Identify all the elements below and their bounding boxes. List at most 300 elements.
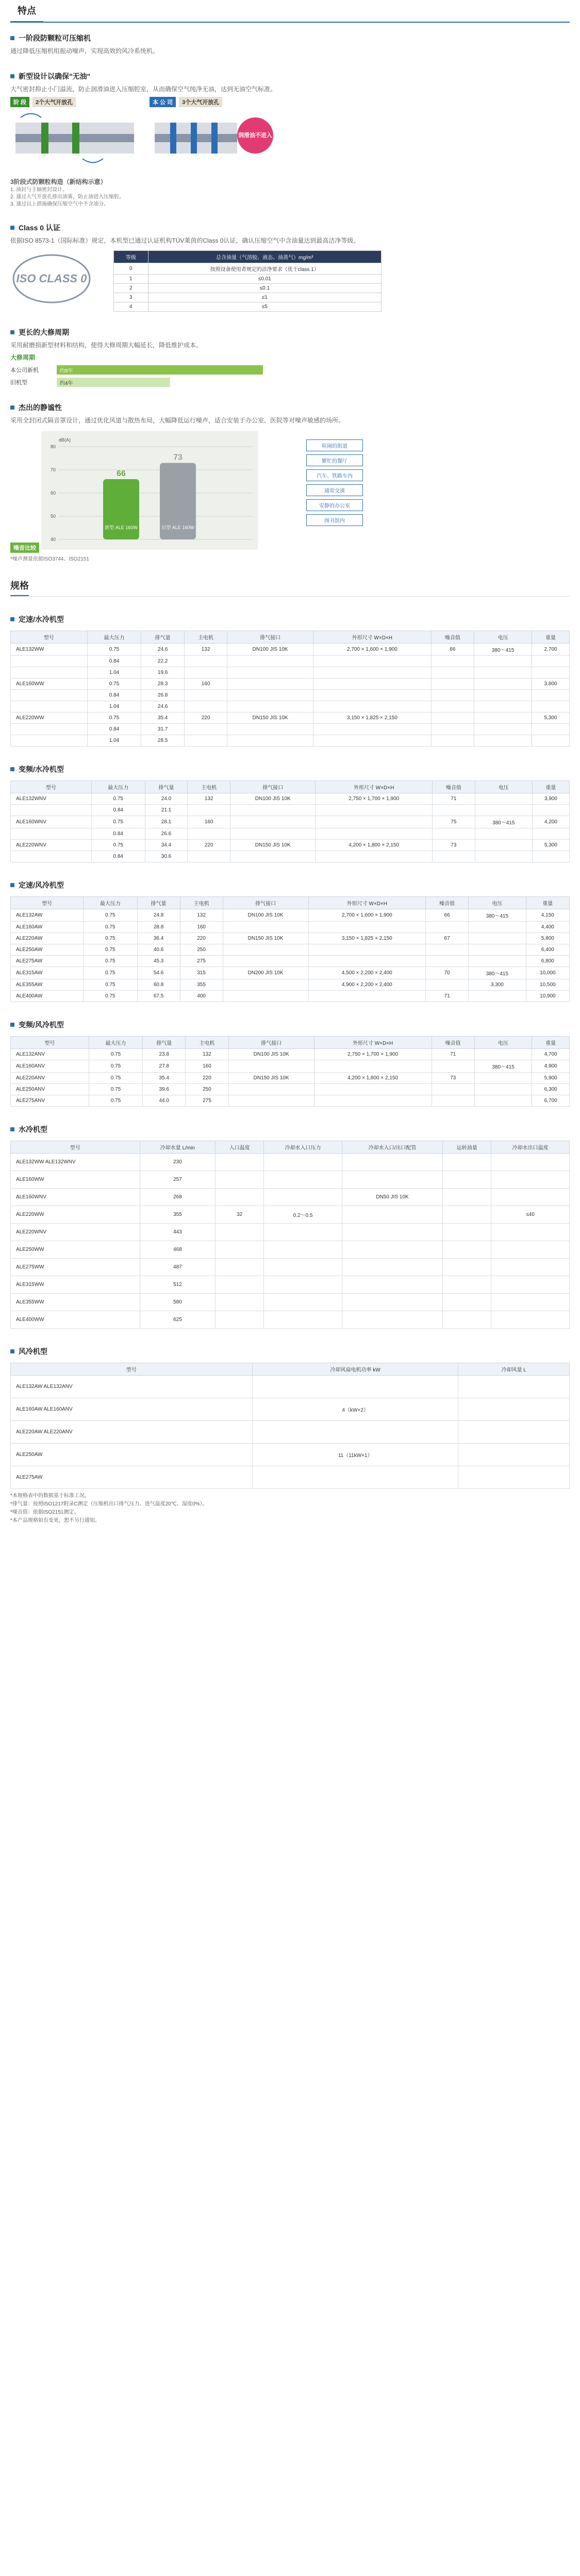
table-cell: 0.75 xyxy=(87,713,141,724)
table-cell xyxy=(342,1154,442,1171)
table-row xyxy=(11,979,570,991)
table-cell xyxy=(264,1259,342,1276)
table-cell xyxy=(458,1421,570,1444)
table-cell xyxy=(443,1311,491,1329)
table-cell: 6,800 xyxy=(526,956,569,967)
table-cell xyxy=(426,922,469,933)
table-row xyxy=(11,1311,570,1329)
feature-1-desc: 通过降低压缩机组振动噪声，实现高效的风冷系统机。 xyxy=(10,47,159,55)
table-cell: 67 xyxy=(426,933,469,944)
table-row xyxy=(11,713,570,724)
table-cell: 按照设备使用者规定的洁净要求（优于class 1） xyxy=(148,263,381,275)
table-cell: ALE160AW ALE160ANV xyxy=(11,1398,253,1421)
table-cell: 257 xyxy=(140,1171,215,1189)
noise-tag: 繁忙的餐厅 xyxy=(306,454,363,466)
table-cell xyxy=(216,1154,264,1171)
table-cell: ALE400WW xyxy=(11,1311,140,1329)
table-cell xyxy=(426,979,469,991)
feature-2-desc: 大气密封抑止小门溢流，防止润滑油进入压缩腔室，从而确保空气纯净无油，达到无油空气标准。 xyxy=(10,86,277,93)
bullet-icon xyxy=(10,36,14,40)
table-cell: 0.84 xyxy=(87,656,141,667)
table-row xyxy=(11,1095,570,1107)
table-cell: 0.84 xyxy=(91,828,145,840)
tab-features[interactable]: 特点 xyxy=(10,0,43,23)
table-cell: 71 xyxy=(426,991,469,1002)
feature-2-note-1: 1. 油封与主轴密封设计。 xyxy=(10,187,68,193)
table-cell xyxy=(469,956,526,967)
left-label: 2个大气开放孔 xyxy=(32,97,76,107)
table-cell: 132 xyxy=(184,643,227,656)
table-cell: 250 xyxy=(180,944,223,956)
table-cell: 380～415 xyxy=(475,816,532,828)
table-cell: 31.7 xyxy=(141,724,184,735)
table-cell xyxy=(432,1095,474,1107)
table-cell: 355 xyxy=(140,1206,215,1224)
noise-bar-label: 新型 ALE 160W xyxy=(104,525,138,530)
table-cell xyxy=(11,805,92,816)
table-row xyxy=(11,933,570,944)
table-cell: ALE275AW xyxy=(11,956,84,967)
table-row xyxy=(11,805,570,816)
table-cell xyxy=(469,944,526,956)
table-cell xyxy=(491,1189,570,1206)
table-cell: 4,150 xyxy=(526,909,569,922)
table-cell xyxy=(474,1073,532,1084)
table-cell xyxy=(230,828,316,840)
table-cell: 380～415 xyxy=(474,1060,532,1073)
table-cell xyxy=(491,1224,570,1241)
noise-tag: 安静的办公室 xyxy=(306,499,363,511)
table-cell: DN150 JIS 10K xyxy=(228,1073,314,1084)
table-cell: 35.4 xyxy=(143,1073,186,1084)
table-row xyxy=(11,667,570,679)
table-cell xyxy=(264,1311,342,1329)
table-cell: 24.6 xyxy=(141,643,184,656)
table-row xyxy=(11,724,570,735)
table-cell: 4,200 × 1,800 × 2,150 xyxy=(314,1073,432,1084)
table-cell xyxy=(230,805,316,816)
table-cell xyxy=(342,1241,442,1259)
table-cell: 24.8 xyxy=(137,909,180,922)
table-cell xyxy=(227,701,313,713)
table-cell: DN200 JIS 10K xyxy=(223,967,308,979)
table-cell: 2,700 xyxy=(532,643,570,656)
spec-header: 噪音值 xyxy=(432,1037,474,1049)
table-cell: 160 xyxy=(180,922,223,933)
table-row xyxy=(11,1294,570,1311)
table-cell: 4,900 xyxy=(532,1060,570,1073)
table-cell: ALE132AW xyxy=(11,909,84,922)
feature-4-title: 更长的大修周期 xyxy=(19,328,69,336)
spec-header: 型号 xyxy=(11,631,88,643)
feature-5-note: *噪声测量依据ISO3744、ISO2151 xyxy=(10,556,89,562)
table-row xyxy=(11,643,570,656)
spec-block-t6 xyxy=(10,1341,570,1489)
table-cell xyxy=(491,1311,570,1329)
table-cell xyxy=(458,1466,570,1489)
table-cell xyxy=(475,805,532,816)
spec-header: 电压 xyxy=(475,781,532,793)
table-cell: 5,300 xyxy=(532,713,570,724)
table-row xyxy=(11,851,570,862)
table-cell xyxy=(433,828,475,840)
diagram-left xyxy=(10,97,139,174)
spec-header: 外形尺寸 W×D×H xyxy=(313,631,432,643)
table-cell xyxy=(216,1224,264,1241)
noise-axis-tick: 40 xyxy=(50,537,56,542)
feature-3 xyxy=(10,217,570,312)
table-cell xyxy=(264,1294,342,1311)
table-cell: 70 xyxy=(426,967,469,979)
table-row xyxy=(11,991,570,1002)
table-cell xyxy=(313,735,432,747)
table-cell xyxy=(432,1060,474,1073)
table-cell: 67.5 xyxy=(137,991,180,1002)
table-cell xyxy=(228,1095,314,1107)
tab-bar xyxy=(10,0,570,23)
table-cell: 2,700 × 1,600 × 1,900 xyxy=(308,909,426,922)
table-cell: 400 xyxy=(180,991,223,1002)
table-cell: 0.75 xyxy=(84,956,137,967)
spec-table xyxy=(10,631,570,747)
table-cell xyxy=(474,713,532,724)
spec-header: 型号 xyxy=(11,1363,253,1376)
table-row xyxy=(11,1171,570,1189)
table-row xyxy=(11,1154,570,1171)
table-cell xyxy=(433,805,475,816)
table-cell: 6,400 xyxy=(526,944,569,956)
table-cell: DN50 JIS 10K xyxy=(342,1189,442,1206)
table-cell xyxy=(252,1421,458,1444)
noise-tags xyxy=(306,439,363,526)
table-cell: 35.4 xyxy=(141,713,184,724)
table-row xyxy=(11,679,570,690)
table-cell xyxy=(532,656,570,667)
bar-new: 约8年 xyxy=(57,365,263,375)
noise-comparison xyxy=(10,429,570,553)
seal-diagram-left xyxy=(10,107,139,169)
bullet-icon xyxy=(10,1127,14,1131)
table-cell xyxy=(230,851,316,862)
table-cell xyxy=(264,1154,342,1171)
table-cell: ≤0.01 xyxy=(148,275,381,284)
table-cell: 28.5 xyxy=(141,735,184,747)
bar-row-old xyxy=(10,378,570,387)
spec-header: 排气量 xyxy=(137,897,180,909)
spec-header: 最大压力 xyxy=(89,1037,142,1049)
table-cell: 5,800 xyxy=(526,933,569,944)
table-cell: 40.6 xyxy=(137,944,180,956)
table-cell: 54.6 xyxy=(137,967,180,979)
table-row xyxy=(11,1259,570,1276)
table-cell: 0.75 xyxy=(84,991,137,1002)
spec-header: 排气量 xyxy=(143,1037,186,1049)
table-cell: 66 xyxy=(426,909,469,922)
table-cell: 21.1 xyxy=(145,805,188,816)
spec-header: 冷却水出口温度 xyxy=(491,1141,570,1154)
table-cell xyxy=(342,1259,442,1276)
table-cell xyxy=(314,1060,432,1073)
table-cell: 355 xyxy=(180,979,223,991)
table-cell: 4,400 xyxy=(526,922,569,933)
spec-block-t3 xyxy=(10,875,570,1002)
bullet-icon xyxy=(10,74,14,78)
table-cell xyxy=(342,1294,442,1311)
spec-header: 主电机 xyxy=(184,631,227,643)
table-cell: 1 xyxy=(114,275,148,284)
table-cell xyxy=(469,922,526,933)
table-cell: 28.3 xyxy=(141,679,184,690)
spec-header: 排气接口 xyxy=(227,631,313,643)
table-cell: 22.2 xyxy=(141,656,184,667)
table-row xyxy=(11,1466,570,1489)
table-cell: 4（kW×2） xyxy=(252,1398,458,1421)
table-cell: 4 xyxy=(114,302,148,312)
table-row xyxy=(11,956,570,967)
table-row xyxy=(11,1073,570,1084)
spec-header: 冷却风量 L xyxy=(458,1363,570,1376)
feature-1-title: 一阶段防颗粒可压缩机 xyxy=(19,34,91,42)
feature-2-note-2: 2. 通过大气开放孔排出油雾，防止油进入压缩腔。 xyxy=(10,194,125,200)
table-cell: 0.75 xyxy=(84,944,137,956)
feature-4 xyxy=(10,322,570,387)
table-cell: 0.75 xyxy=(84,922,137,933)
table-cell: 0.75 xyxy=(89,1095,142,1107)
table-cell xyxy=(11,690,88,701)
table-row xyxy=(11,1376,570,1398)
table-cell: 3,300 xyxy=(469,979,526,991)
table-cell: ALE355AW xyxy=(11,979,84,991)
table-cell: 1.04 xyxy=(87,667,141,679)
spec-table-title: 定速/水冷机型 xyxy=(19,615,64,623)
table-row xyxy=(11,840,570,851)
noise-bar-label: 旧型 ALE 160W xyxy=(161,525,194,530)
table-cell: DN100 JIS 10K xyxy=(227,643,313,656)
table-cell: 468 xyxy=(140,1241,215,1259)
table-cell xyxy=(223,979,308,991)
spec-block-t1 xyxy=(10,609,570,747)
table-cell xyxy=(228,1084,314,1095)
table-cell: ALE160WW xyxy=(11,679,88,690)
table-cell xyxy=(431,713,474,724)
table-cell xyxy=(314,1095,432,1107)
table-cell: ALE160WW xyxy=(11,1171,140,1189)
table-cell xyxy=(491,1294,570,1311)
table-cell xyxy=(11,667,88,679)
table-cell: ALE220WNV xyxy=(11,1224,140,1241)
spec-header: 噪音值 xyxy=(426,897,469,909)
footnotes xyxy=(10,1492,570,1525)
table-cell: 220 xyxy=(188,840,230,851)
table-cell xyxy=(431,701,474,713)
table-row xyxy=(11,735,570,747)
spec-header: 噪音值 xyxy=(433,781,475,793)
table-cell: 5,300 xyxy=(532,840,569,851)
table-cell xyxy=(11,735,88,747)
table-cell: 0.75 xyxy=(89,1073,142,1084)
spec-table-title: 定速/风冷机型 xyxy=(19,881,64,889)
table-cell: ALE355WW xyxy=(11,1294,140,1311)
table-row xyxy=(11,944,570,956)
table-cell xyxy=(474,690,532,701)
bullet-icon xyxy=(10,226,14,230)
table-cell: 44.0 xyxy=(143,1095,186,1107)
spec-header: 电压 xyxy=(474,631,532,643)
table-cell: DN100 JIS 10K xyxy=(230,793,316,805)
table-cell xyxy=(491,1259,570,1276)
spec-table-title: 风冷机型 xyxy=(19,1347,47,1355)
no-oil-circle: 润滑油不进入 xyxy=(237,117,273,154)
table-cell: ≤5 xyxy=(148,302,381,312)
bullet-icon xyxy=(10,405,14,410)
table-cell: ALE220WNV xyxy=(11,840,92,851)
table-cell: DN150 JIS 10K xyxy=(223,933,308,944)
table-cell xyxy=(443,1154,491,1171)
spec-header: 型号 xyxy=(11,1141,140,1154)
footnote: *本产品规格如有变更，恕不另行通知。 xyxy=(10,1518,100,1523)
table-cell xyxy=(314,1084,432,1095)
table-cell xyxy=(491,1241,570,1259)
table-cell xyxy=(264,1276,342,1294)
table-cell: 3,150 × 1,825 × 2,150 xyxy=(313,713,432,724)
table-cell xyxy=(227,679,313,690)
table-cell: 10,500 xyxy=(526,979,569,991)
table-cell xyxy=(313,701,432,713)
table-cell: ALE220WW xyxy=(11,713,88,724)
feature-2 xyxy=(10,66,570,208)
table-cell xyxy=(431,679,474,690)
table-cell: DN150 JIS 10K xyxy=(227,713,313,724)
spec-header: 排气接口 xyxy=(230,781,316,793)
table-cell: ALE250AW xyxy=(11,1444,253,1466)
noise-unit: dB(A) xyxy=(58,437,71,443)
table-cell: 380～415 xyxy=(469,909,526,922)
bar-label-new: 本公司新机 xyxy=(10,367,39,374)
feature-2-note-3: 3. 通过以上措施确保压缩空气中不含油分。 xyxy=(10,201,109,207)
table-cell xyxy=(342,1311,442,1329)
table-cell xyxy=(532,805,569,816)
footnote: *排气量：按照ISO1217附录C测定（压缩机出口排气压力、进气温度20℃、湿度0%）。 xyxy=(10,1501,208,1507)
table-row xyxy=(11,828,570,840)
table-cell: 26.6 xyxy=(145,828,188,840)
table-row xyxy=(11,816,570,828)
table-cell: ALE132ANV xyxy=(11,1049,89,1060)
table-cell: ALE400AW xyxy=(11,991,84,1002)
spec-table xyxy=(10,896,570,1002)
table-cell: 487 xyxy=(140,1259,215,1276)
oil-diagram xyxy=(10,97,570,174)
table-cell: ALE250WW xyxy=(11,1241,140,1259)
spec-header: 主电机 xyxy=(188,781,230,793)
table-cell: ≤1 xyxy=(148,293,381,302)
feature-5-title: 杰出的静谧性 xyxy=(19,403,62,412)
table-cell xyxy=(264,1189,342,1206)
table-cell xyxy=(264,1171,342,1189)
noise-axis-tick: 60 xyxy=(50,490,56,496)
bullet-icon xyxy=(10,1349,14,1353)
table-cell xyxy=(313,667,432,679)
table-cell xyxy=(431,690,474,701)
table-cell: ALE220WW xyxy=(11,1206,140,1224)
table-row xyxy=(11,1049,570,1060)
table-cell xyxy=(252,1376,458,1398)
feature-5 xyxy=(10,397,570,563)
class-table xyxy=(113,250,382,312)
table-cell: ALE275AW xyxy=(11,1466,253,1489)
bar-row-new xyxy=(10,365,570,375)
spec-header: 重量 xyxy=(526,897,569,909)
spec-table-title: 变频/水冷机型 xyxy=(19,765,64,773)
table-cell xyxy=(184,701,227,713)
table-cell: 3 xyxy=(114,293,148,302)
table-cell xyxy=(308,991,426,1002)
table-cell: 73 xyxy=(433,840,475,851)
table-cell xyxy=(184,667,227,679)
table-cell: ALE220AW xyxy=(11,933,84,944)
bullet-icon xyxy=(10,767,14,771)
table-cell xyxy=(11,724,88,735)
table-cell xyxy=(316,851,433,862)
table-cell xyxy=(458,1398,570,1421)
table-cell: 34.4 xyxy=(145,840,188,851)
table-cell: 250 xyxy=(186,1084,228,1095)
spec-header: 最大压力 xyxy=(87,631,141,643)
table-cell xyxy=(474,679,532,690)
spec-header: 电压 xyxy=(474,1037,532,1049)
table-cell xyxy=(316,828,433,840)
table-cell xyxy=(491,1276,570,1294)
table-cell xyxy=(316,816,433,828)
table-cell: 4,200 × 1,800 × 2,150 xyxy=(316,840,433,851)
table-cell xyxy=(11,656,88,667)
table-cell: 1.04 xyxy=(87,735,141,747)
table-cell xyxy=(11,701,88,713)
bar-old: 约4年 xyxy=(57,378,170,387)
table-cell: 60.8 xyxy=(137,979,180,991)
table-cell xyxy=(216,1171,264,1189)
spec-header: 入口温度 xyxy=(216,1141,264,1154)
table-cell xyxy=(491,1154,570,1171)
table-cell: 66 xyxy=(431,643,474,656)
noise-chart xyxy=(41,431,258,550)
spec-header: 外形尺寸 W×D×H xyxy=(316,781,433,793)
table-cell xyxy=(184,690,227,701)
table-cell: 0.75 xyxy=(84,967,137,979)
overhaul-legend: 大修周期 xyxy=(10,354,36,361)
table-cell xyxy=(458,1376,570,1398)
table-cell: DN100 JIS 10K xyxy=(223,909,308,922)
noise-axis-tick: 70 xyxy=(50,467,56,472)
table-cell: ≤40 xyxy=(491,1206,570,1224)
table-row xyxy=(11,1398,570,1421)
table-cell xyxy=(184,724,227,735)
table-cell: 0 xyxy=(114,263,148,275)
table-cell xyxy=(223,956,308,967)
spec-header: 外形尺寸 W×D×H xyxy=(314,1037,432,1049)
table-cell: 3,150 × 1,825 × 2,150 xyxy=(308,933,426,944)
table-cell: ALE160WNV xyxy=(11,816,92,828)
table-cell: 4,700 xyxy=(532,1049,570,1060)
table-row xyxy=(11,1224,570,1241)
table-cell xyxy=(223,922,308,933)
bullet-icon xyxy=(10,617,14,621)
table-cell: 0.75 xyxy=(84,979,137,991)
right-badge: 本 公 司 xyxy=(150,97,176,107)
table-cell: 0.75 xyxy=(91,840,145,851)
table-cell: 2,750 × 1,700 × 1,900 xyxy=(314,1049,432,1060)
table-cell xyxy=(184,656,227,667)
spec-header: 型号 xyxy=(11,781,92,793)
